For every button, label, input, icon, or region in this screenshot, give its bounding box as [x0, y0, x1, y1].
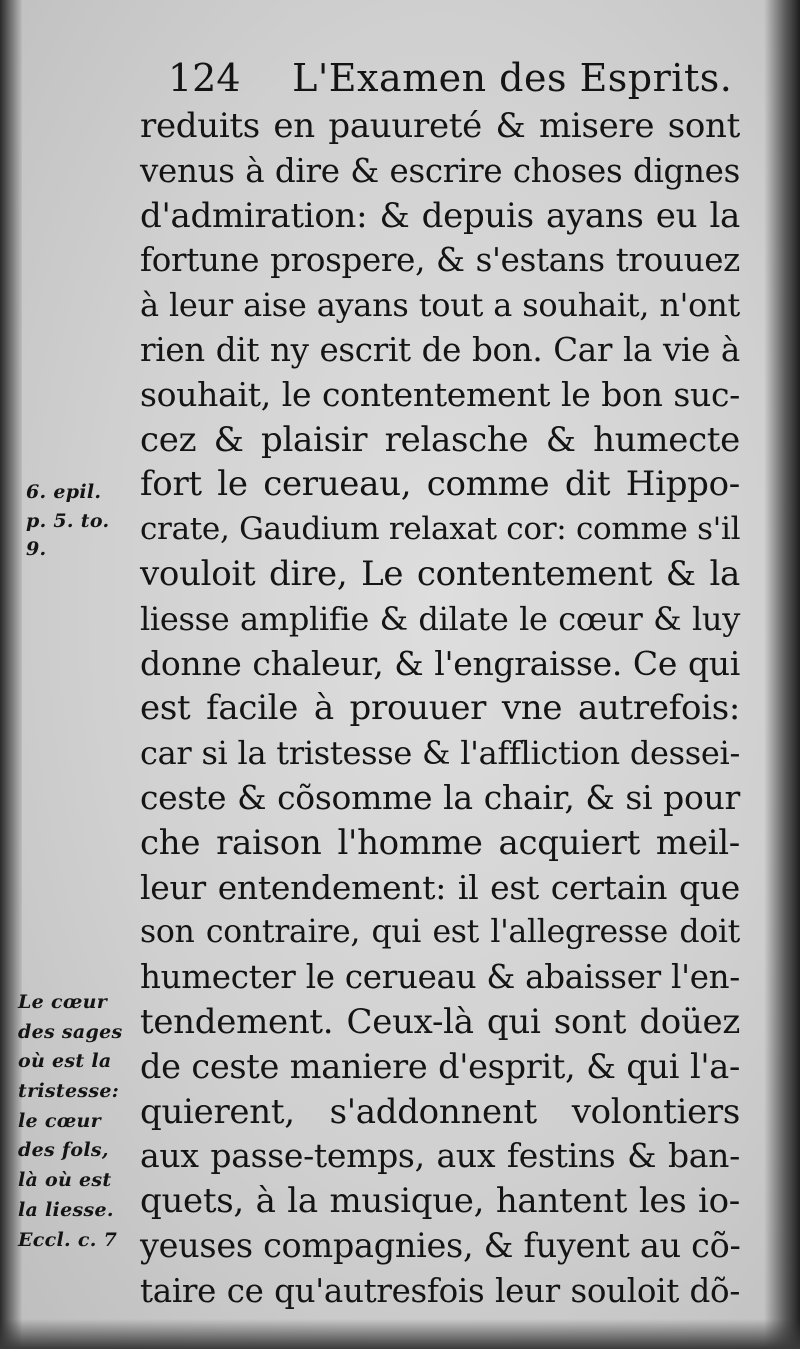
text-line: vouloit dire, Le contentement & la [140, 553, 740, 594]
text-line: venus à dire & escrire choses dignes [140, 151, 740, 190]
text-line: reduits en pauureté & misere sont [140, 106, 740, 146]
page-number: 124 [168, 56, 241, 100]
text-line: humecter le cerueau & abaisser l'en- [140, 958, 740, 997]
text-line: à leur aise ayans tout a souhait, n'ont [140, 286, 740, 325]
text-line: fort le cerueau, comme dit Hippo- [140, 464, 740, 505]
margin-note-line: là où est [18, 1169, 112, 1192]
margin-note-ecclesiastes [18, 988, 148, 1255]
margin-note-line: tristesse: [18, 1080, 120, 1103]
text-line: yeuses compagnies, & fuyent au cõ- [140, 1225, 741, 1265]
margin-note-line: Le cœur [18, 991, 108, 1013]
text-line: crate, Gaudium relaxat cor: comme s'il [140, 511, 741, 548]
text-line: liesse amplifie & dilate le cœur & luy [140, 599, 740, 638]
margin-note-line: le cœur [18, 1109, 101, 1132]
margin-note-line: des fols, [18, 1139, 109, 1162]
page-header [168, 50, 733, 106]
text-line: son contraire, qui est l'allegresse doit [140, 914, 740, 951]
margin-note-line: la liesse. [18, 1198, 114, 1221]
text-line: est facile à prouuer vne autrefois: [140, 688, 740, 729]
margin-note-line: où est la [18, 1050, 112, 1073]
text-line: fortune prospere, & s'estans trouuez [140, 241, 740, 280]
text-line: tendement. Ceux-là qui sont doüez [140, 1001, 740, 1042]
margin-note-line: Eccl. c. 7 [18, 1228, 118, 1251]
text-line: quierent, s'addonnent volontiers [140, 1091, 740, 1132]
page-edge-shadow [764, 0, 800, 1349]
margin-note-line: des sages [18, 1020, 123, 1043]
text-line: rien dit ny escrit de bon. Car la vie à [140, 330, 740, 369]
text-line: de ceste maniere d'esprit, & qui l'a- [140, 1046, 740, 1086]
margin-note-line: 6. epil. [26, 481, 102, 503]
text-line: cez & plaisir relasche & humecte [140, 419, 740, 460]
margin-note-line: 9. [26, 538, 47, 560]
text-line: che raison l'homme acquiert meil- [140, 822, 740, 863]
text-line: leur entendement: il est certain que [140, 867, 740, 907]
page-bottom-shadow [0, 1319, 800, 1349]
margin-note-line: p. 5. to. [26, 509, 110, 532]
text-line: car si la tristesse & l'affliction dessei- [140, 734, 740, 773]
text-line: donne chaleur, & l'engraisse. Ce qui [140, 643, 740, 683]
running-title: L'Examen des Esprits. [292, 56, 733, 100]
text-line: souhait, le contentement le bon suc- [140, 374, 740, 414]
body-text [140, 104, 740, 1314]
text-line: quets, à la musique, hantent les io- [140, 1181, 740, 1222]
text-line: d'admiration: & depuis ayans eu la [140, 195, 740, 236]
margin-note-citation [26, 478, 156, 564]
text-line: aux passe-temps, aux festins & ban- [140, 1136, 740, 1176]
text-line: taire ce qu'autresfois leur souloit dõ- [140, 1271, 740, 1310]
text-line: ceste & cõsomme la chair, & si pour [140, 777, 740, 817]
